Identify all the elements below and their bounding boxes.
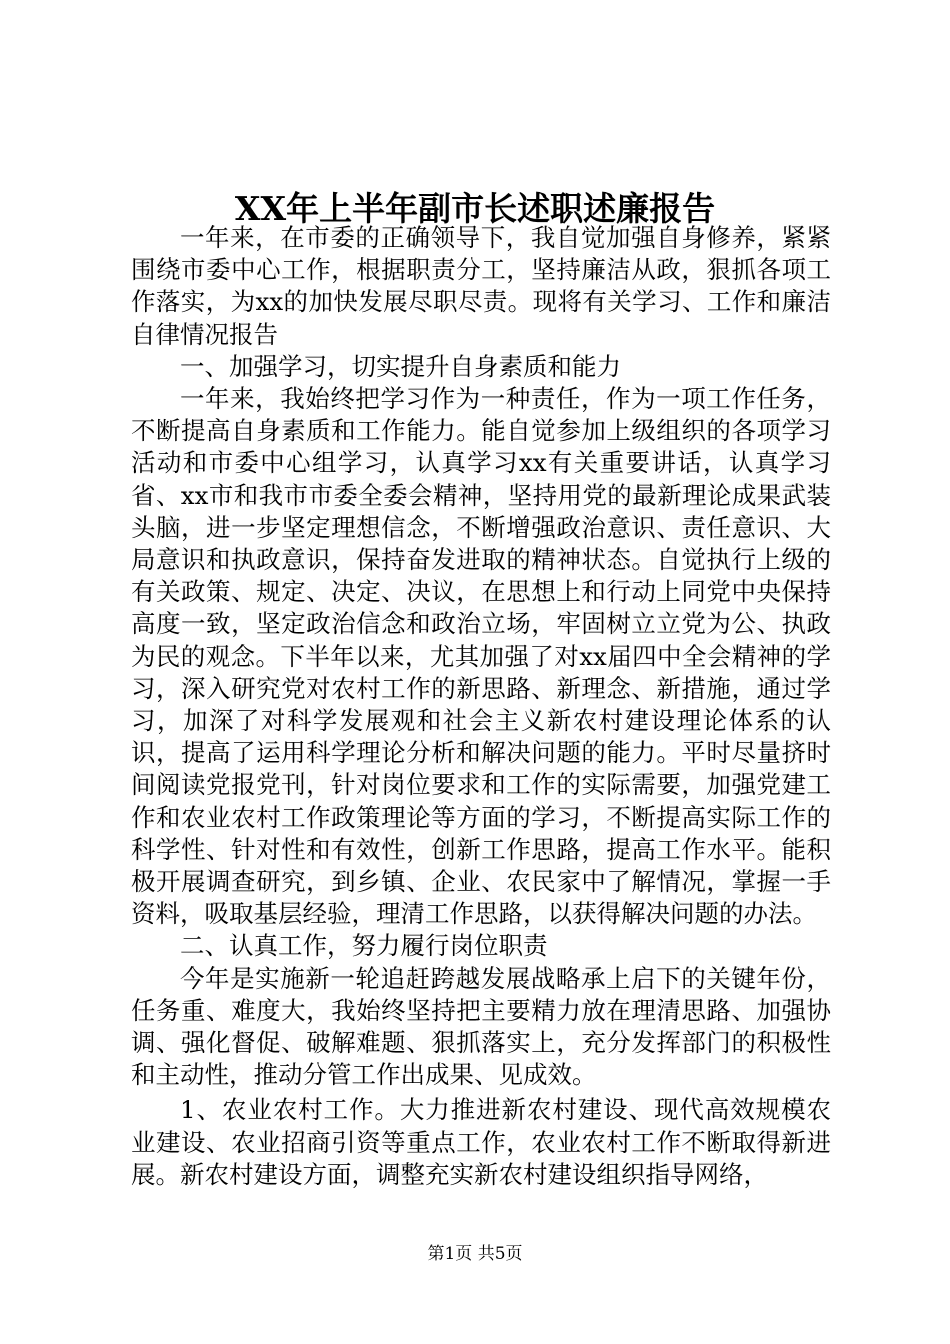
section-heading-study: 一、加强学习，切实提升自身素质和能力 [180, 351, 621, 381]
intro-paragraph: 一年来，在市委的正确领导下，我自觉加强自身修养，紧紧围绕市委中心工作，根据职责分工，坚持廉洁从政，狠抓各项工作落实，为xx的加快发展尽职尽责。现将有关学习、工作和廉洁自律情况报告 [131, 223, 831, 349]
document-body [131, 222, 831, 1191]
study-paragraph: 一年来，我始终把学习作为一种责任，作为一项工作任务，不断提高自身素质和工作能力。能自觉参加上级组织的各项学习活动和市委中心组学习，认真学习xx有关重要讲话，认真学习省、xx市和我市市委全委会精神，坚持用党的最新理论成果武装头脑，进一步坚定理想信念，不断增强政治意识、责任意识、大局意识和执政意识，保持奋发进取的精神状态。自觉执行上级的有关政策、规定、决定、决议，在思想上和行动上同党中央保持高度一致，坚定政治信念和政治立场，牢固树立立党为公、执政为民的观念。下半年以来，尤其加强了对xx届四中全会精神的学习，深入研究党对农村工作的新思路、新理念、新措施，通过学习，加深了对科学发展观和社会主义新农村建设理论体系的认识，提高了运用科学理论分析和解决问题的能力。平时尽量挤时间阅读党报党刊，针对岗位要求和工作的实际需要，加强党建工作和农业农村工作政策理论等方面的学习，不断提高实际工作的科学性、针对性和有效性，创新工作思路，提高工作水平。能积极开展调查研究，到乡镇、企业、农民家中了解情况，掌握一手资料，吸取基层经验，理清工作思路，以获得解决问题的办法。 [131, 384, 831, 929]
document-title: XX年上半年副市长述职述廉报告 [234, 189, 716, 228]
section-heading-work: 二、认真工作，努力履行岗位职责 [180, 931, 548, 961]
page-number-footer: 第1页 共5页 [427, 1244, 523, 1264]
work-paragraph: 今年是实施新一轮追赶跨越发展战略承上启下的关键年份，任务重、难度大，我始终坚持把主要精力放在理清思路、加强协调、强化督促、破解难题、狠抓落实上，充分发挥部门的积极性和主动性，推动分管工作出成果、见成效。 [131, 963, 831, 1090]
agriculture-paragraph: 1、农业农村工作。大力推进新农村建设、现代高效规模农业建设、农业招商引资等重点工作，农业农村工作不断取得新进展。新农村建设方面，调整充实新农村建设组织指导网络， [131, 1095, 831, 1189]
